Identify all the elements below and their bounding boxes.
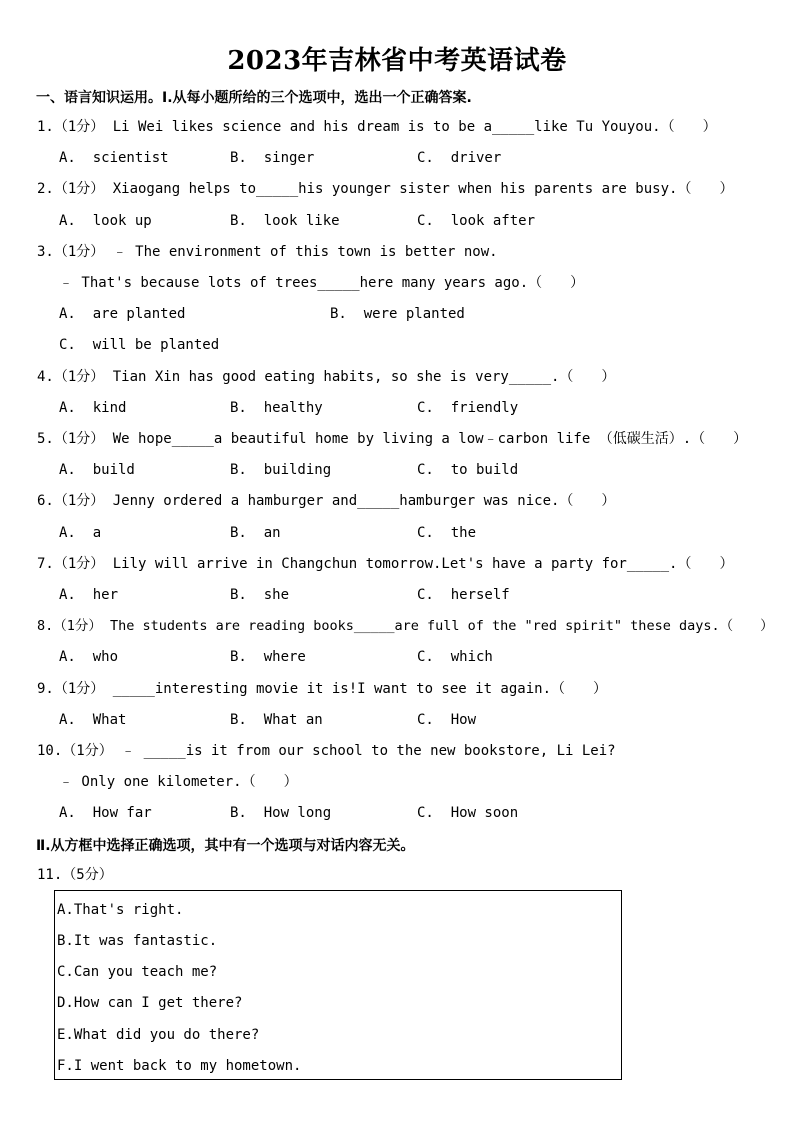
section-1-heading: 一、语言知识运用。I.从每小题所给的三个选项中，选出一个正确答案. [36,90,472,106]
question-8-option-c: C. which [417,649,493,665]
question-3-stem-reply: ﹣ That's because lots of trees_____here many years ago.（ ） [59,275,585,291]
question-4-option-b: B. healthy [230,400,323,416]
question-8-option-b: B. where [230,649,306,665]
question-2-option-c: C. look after [417,213,536,229]
question-6-option-b: B. an [230,525,281,541]
question-5-option-b: B. building [230,462,332,478]
question-5-option-c: C. to build [417,462,519,478]
question-5-option-a: A. build [59,462,135,478]
question-1-option-b: B. singer [230,150,315,166]
question-5-stem: 5.（1分） We hope_____a beautiful home by living a low﹣carbon life （低碳生活）.（ ） [37,431,748,447]
question-6-option-a: A. a [59,525,102,541]
question-6-stem: 6.（1分） Jenny ordered a hamburger and_____hamburger was nice.（ ） [37,493,616,509]
question-9-stem: 9.（1分） _____interesting movie it is!I want to see it again.（ ） [37,681,608,697]
question-4-option-c: C. friendly [417,400,519,416]
question-10-option-a: A. How far [59,805,152,821]
question-1-option-a: A. scientist [59,150,169,166]
question-8-option-a: A. who [59,649,119,665]
question-4-option-a: A. kind [59,400,127,416]
question-10-option-b: B. How long [230,805,332,821]
question-3-option-b: B. were planted [330,306,465,322]
box-option-b: B.It was fantastic. [57,933,218,949]
question-8-stem: 8.（1分） The students are reading books_____are full of the "red spirit" these days.（ ） [37,618,774,634]
question-7-option-a: A. her [59,587,119,603]
question-2-option-a: A. look up [59,213,152,229]
box-option-f: F.I went back to my hometown. [57,1058,302,1074]
question-9-option-a: A. What [59,712,127,728]
question-7-option-b: B. she [230,587,290,603]
question-3-stem: 3.（1分） ﹣ The environment of this town is better now. [37,244,498,260]
question-1-option-c: C. driver [417,150,502,166]
question-9-option-b: B. What an [230,712,323,728]
question-10-stem: 10.（1分） ﹣ _____is it from our school to the new bookstore, Li Lei? [37,743,616,759]
question-10-stem-reply: ﹣ Only one kilometer.（ ） [59,774,298,790]
question-3-option-c: C. will be planted [59,337,220,353]
question-4-stem: 4.（1分） Tian Xin has good eating habits, so she is very_____.（ ） [37,369,616,385]
question-11-stem: 11.（5分） [37,867,113,883]
question-1-stem: 1.（1分） Li Wei likes science and his dream is to be a_____like Tu Youyou.（ ） [37,119,717,135]
question-7-option-c: C. herself [417,587,510,603]
box-option-c: C.Can you teach me? [57,964,218,980]
answer-options-box [54,890,622,1080]
question-9-option-c: C. How [417,712,477,728]
box-option-d: D.How can I get there? [57,995,243,1011]
question-2-stem: 2.（1分） Xiaogang helps to_____his younger sister when his parents are busy.（ ） [37,181,734,197]
box-option-e: E.What did you do there? [57,1027,260,1043]
question-6-option-c: C. the [417,525,477,541]
section-2-heading: Ⅱ.从方框中选择正确选项，其中有一个选项与对话内容无关。 [36,838,415,854]
question-10-option-c: C. How soon [417,805,519,821]
question-3-option-a: A. are planted [59,306,186,322]
box-option-a: A.That's right. [57,902,184,918]
question-7-stem: 7.（1分） Lily will arrive in Changchun tomorrow.Let's have a party for_____.（ ） [37,556,734,572]
question-2-option-b: B. look like [230,213,340,229]
exam-title: 2023年吉林省中考英语试卷 [227,46,567,76]
